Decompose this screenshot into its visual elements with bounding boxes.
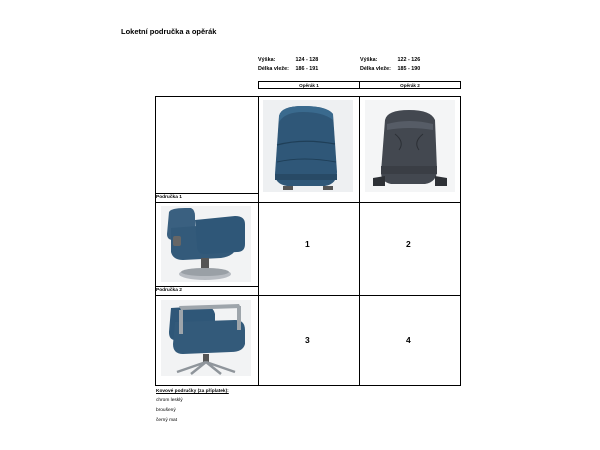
armrest-2-chair-image [161,300,251,376]
combination-number: 3 [305,335,310,345]
table-divider-1 [258,96,259,386]
spec-length-row [258,65,318,74]
height-label: Výška: [258,57,276,63]
armrest-backrest-table [155,96,461,386]
spec-block-1 [258,56,318,74]
armrest-1-chair-image [161,206,251,282]
table-row-divider-1 [155,193,259,194]
column-header-backrest-1: Opěrák 1 [258,81,360,89]
spec-length-row [360,65,420,74]
spec-height-row [258,56,318,65]
backrest-1-image [263,100,353,192]
length-label: Délka vleže: [360,66,391,72]
backrest-2-image [365,100,455,192]
table-border-bottom [155,385,461,386]
finish-option: černý mat [156,418,178,423]
table-row-divider-3 [155,286,259,287]
table-row-divider-2 [155,202,461,203]
length-value: 186 - 191 [295,66,319,72]
table-border-top [155,96,461,97]
height-label: Výška: [360,57,378,63]
row-label-armrest-1: Područka 1 [156,195,182,200]
spec-block-2 [360,56,420,74]
row-label-armrest-2: Područka 2 [156,288,182,293]
finish-option: broušený [156,408,176,413]
length-label: Délka vleže: [258,66,289,72]
metal-armrests-title: Kovové područky (za příplatek): [156,389,229,394]
spec-height-row [360,56,420,65]
column-header-backrest-2: Opěrák 2 [359,81,461,89]
combination-number: 4 [406,335,411,345]
table-row-divider-4 [155,295,461,296]
table-border-right [460,96,461,386]
combination-number: 2 [406,239,411,249]
finish-option: chrom lesklý [156,398,183,403]
table-divider-2 [359,96,360,386]
table-border-left [155,96,156,386]
page-title: Loketní područka a opěrák [121,27,217,36]
height-value: 124 - 128 [295,57,319,63]
combination-number: 1 [305,239,310,249]
height-value: 122 - 126 [397,57,421,63]
length-value: 185 - 190 [397,66,421,72]
